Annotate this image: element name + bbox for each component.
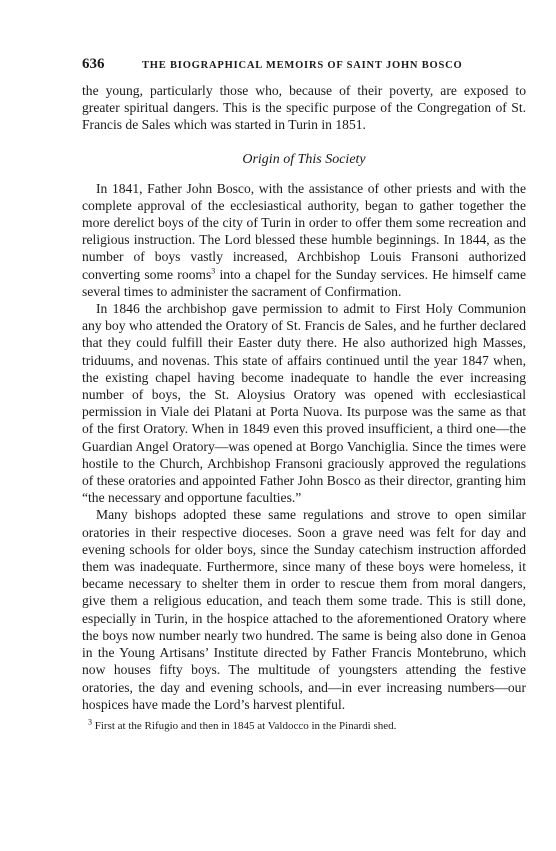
- page-number: 636: [82, 56, 105, 72]
- page: [82, 56, 526, 733]
- footnote-reference: 3: [211, 266, 216, 276]
- running-head: [82, 56, 526, 78]
- footnote-text: First at the Rifugio and then in 1845 at Valdocco in the Pinardi shed.: [92, 719, 397, 732]
- running-title: THE BIOGRAPHICAL MEMOIRS OF SAINT JOHN BOSCO: [142, 60, 463, 71]
- paragraph-1-text-b: into a chapel for the Sunday services. He himself came several times to administer the sacrament of Confirmation.: [82, 266, 526, 299]
- paragraph-1-text-a: In 1841, Father John Bosco, with the assistance of other priests and with the complete approval of the ecclesiastical authority, began to gather together the more derelict boys of the city of Turin in order to offer them some recreation and religious instruction. The Lord blessed these humble beginnings. In 1844, as the number of boys vastly increased, Archbishop Louis Fransoni authorized converting some rooms: [82, 180, 526, 282]
- footnote-mark: 3: [88, 717, 92, 727]
- paragraph-1: [82, 180, 526, 300]
- paragraph-2: In 1846 the archbishop gave permission to admit to First Holy Communion any boy who attended the Oratory of St. Francis de Sales, and he further declared that they could fulfill their Easter duty there. He also authorized high Masses, triduums, and novenas. This state of affairs continued until the year 1847 when, the existing chapel having become inadequate to handle the ever increasing number of boys, the St. Aloysius Oratory was opened with ecclesiastical permission in Viale dei Platani at Porta Nuova. Its purpose was the same as that of the first Oratory. When in 1849 even this proved insufficient, a third one—the Guardian Angel Oratory—was opened at Borgo Vanchiglia. Since the times were hostile to the Church, Archbishop Fransoni graciously approved the regulations of these oratories and appointed Father John Bosco as their director, granting him “the necessary and opportune faculties.”: [82, 301, 526, 506]
- opening-paragraph: the young, particularly those who, because of their poverty, are exposed to greater spiritual dangers. This is the specific purpose of the Congregation of St. Francis de Sales which was started in Turin in 1851.: [82, 83, 526, 133]
- paragraph-3: Many bishops adopted these same regulations and strove to open similar oratories in their respective dioceses. Soon a grave need was felt for day and evening schools for older boys, since the Sunday catechism instruction afforded them was inadequate. Furthermore, since many of these boys were homeless, it became necessary to shelter them in order to rescue them from moral dangers, give them a religious education, and teach them some trade. This is still done, especially in Turin, in the hospice attached to the aforementioned Oratory where the boys now number nearly two hundred. The same is being also done in Genoa in the Young Artisans’ Institute directed by Father Francis Montebruno, which now houses fifty boys. The multitude of youngsters attending the festive oratories, the day and evening schools, and—in ever increasing numbers—our hospices have made the Lord’s harvest plentiful.: [82, 507, 526, 712]
- section-heading: Origin of This Society: [242, 151, 366, 167]
- footnote: [82, 719, 526, 733]
